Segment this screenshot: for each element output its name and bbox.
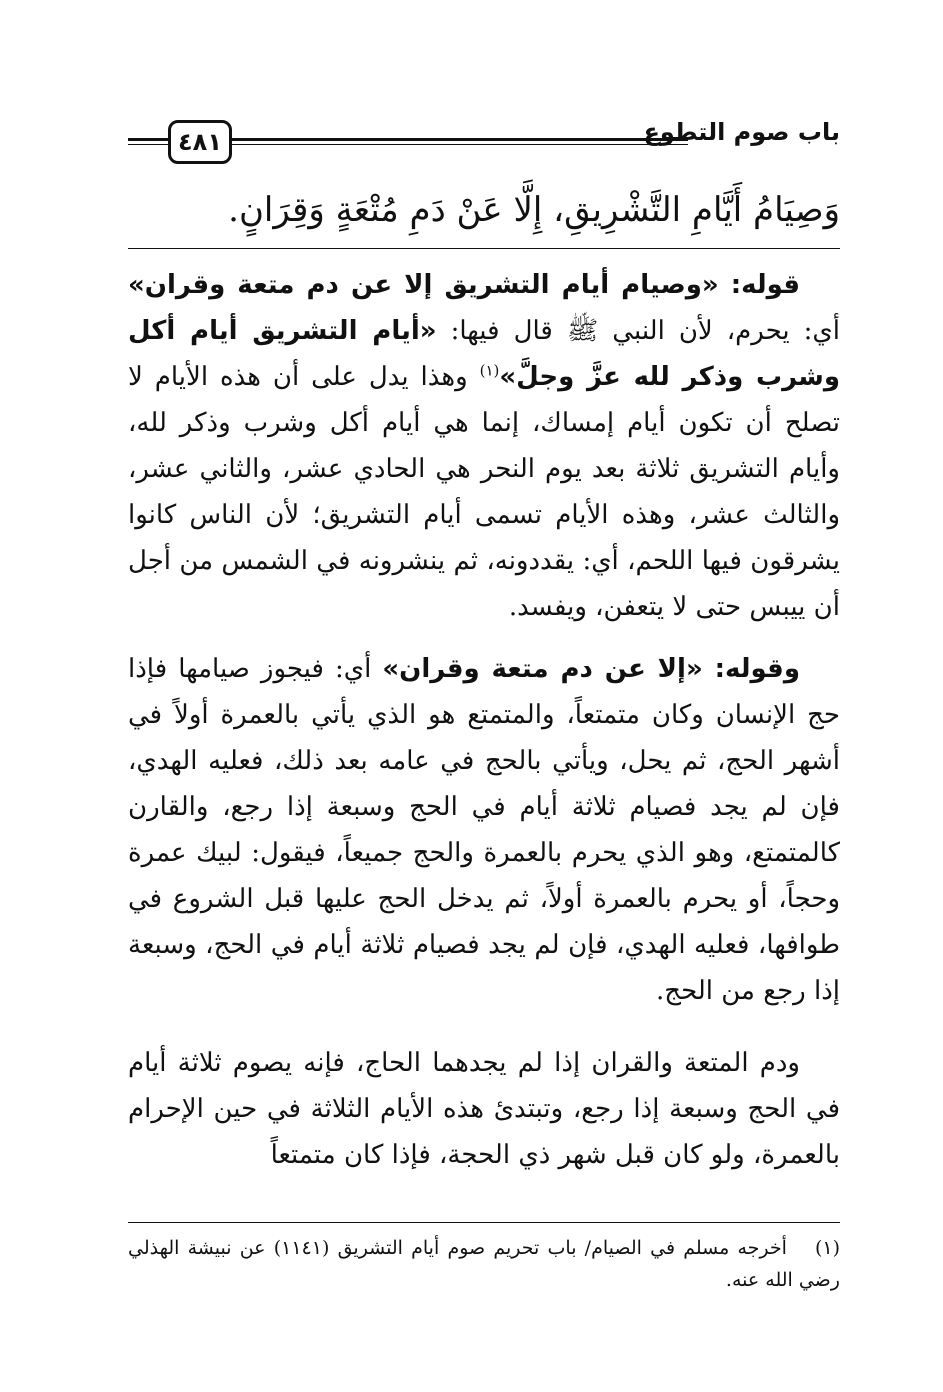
footnote-ref: (١)	[479, 361, 500, 380]
footnote	[128, 1232, 840, 1296]
paragraph-2-text: أي: فيجوز صيامها فإذا حج الإنسان وكان متمتعاً، والمتمتع هو الذي يأتي بالعمرة أولاً في أشهر الحج، ثم يحل، ويأتي بالحج في عامه بعد ذلك، فعليه الهدي، فإن لم يجد فصيام ثلاثة أيام في الحج وسبعة إذا رجع، والقارن كالمتمتع، وهو الذي يحرم بالعمرة والحج جميعاً، فيقول: لبيك عمرة وحجاً، أو يحرم بالعمرة أولاً، ثم يدخل الحج عليها قبل الشروع في طوافها، فعليه الهدي، فإن لم يجد فصيام ثلاثة أيام في الحج، وسبعة إذا رجع من الحج.	[128, 654, 840, 1006]
header-rule-left	[128, 138, 168, 145]
page-number: ٤٨١	[168, 120, 232, 164]
paragraph-2-lead: وقوله: «إلا عن دم متعة وقران»	[382, 654, 800, 684]
page-header	[128, 118, 840, 170]
paragraph-1-text-b: وهذا يدل على أن هذه الأيام لا تصلح أن تكون أيام إمساك، إنما هي أيام أكل وشرب وذكر لله، وأيام التشريق ثلاثة بعد يوم النحر هي الحادي عشر، والثاني عشر، والثالث عشر، وهذه الأيام تسمى أيام التشريق؛ لأن الناس كانوا يشرقون فيها اللحم، أي: يقددونه، ثم ينشرونه في الشمس من أجل أن ييبس حتى لا يتعفن، ويفسد.	[128, 362, 840, 622]
paragraph-1-lead: قوله: «وصيام أيام التشريق إلا عن دم متعة وقران»	[128, 270, 800, 300]
matn-text: وَصِيَامُ أَيَّامِ التَّشْرِيقِ، إِلَّا عَنْ دَمِ مُتْعَةٍ وَقِرَانٍ.	[228, 190, 840, 230]
header-rule-right	[232, 138, 688, 145]
hadith-quote: «أيام التشريق أيام أكل وشرب وذكر لله عزَّ وجلَّ»	[128, 316, 840, 392]
paragraph-3-text: ودم المتعة والقران إذا لم يجدهما الحاج، فإنه يصوم ثلاثة أيام في الحج وسبعة إذا رجع، وتبتدئ هذه الأيام الثلاثة في حين الإحرام بالعمرة، ولو كان قبل شهر ذي الحجة، فإذا كان متمتعاً	[128, 1048, 840, 1170]
footnote-text: أخرجه مسلم في الصيام/ باب تحريم صوم أيام التشريق (١١٤١) عن نبيشة الهذلي رضي الله عنه.	[128, 1237, 840, 1291]
footnote-number: (١)	[814, 1237, 840, 1259]
paragraph-1	[128, 262, 840, 630]
matn-divider	[128, 248, 840, 249]
chapter-title: باب صوم التطوع	[643, 118, 840, 146]
footnote-divider	[128, 1222, 840, 1223]
paragraph-1-text-a: أي: يحرم، لأن النبي ﷺ قال فيها:	[436, 316, 841, 346]
paragraph-3	[128, 1040, 840, 1178]
paragraph-2	[128, 646, 840, 1014]
commentary-body	[128, 262, 840, 1178]
